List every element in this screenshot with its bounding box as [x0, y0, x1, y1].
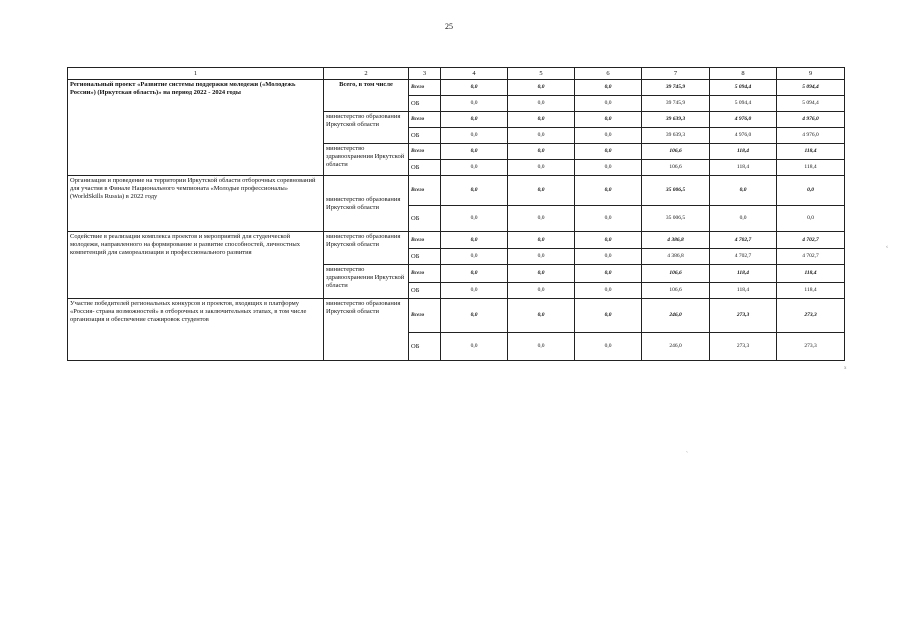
value-cell: 4 702,7	[710, 232, 777, 249]
value-cell: 0,0	[441, 265, 508, 283]
source-cell: Всего	[409, 80, 441, 96]
value-cell: 0,0	[575, 176, 642, 206]
grantee-cell: Всего, в том числе	[324, 80, 409, 112]
value-cell: 0,0	[575, 232, 642, 249]
source-cell: Всего	[409, 112, 441, 128]
value-cell: 4 976,0	[710, 112, 777, 128]
value-cell: 0,0	[441, 299, 508, 333]
activity-name: Содействие в реализации комплекса проектов и мероприятий для студенческой молодежи, направленного на формирование и развитие способностей, личностных компетенций для самореализации и профессионального развития	[68, 232, 324, 299]
value-cell: 35 006,5	[642, 176, 710, 206]
value-cell: 0,0	[575, 299, 642, 333]
value-cell: 4 702,7	[777, 249, 845, 265]
value-cell: 0,0	[441, 206, 508, 232]
value-cell: 0,0	[575, 283, 642, 299]
source-cell: ОБ	[409, 160, 441, 176]
value-cell: 118,4	[710, 144, 777, 160]
scan-mark: ‹	[886, 244, 888, 250]
source-cell: Всего	[409, 265, 441, 283]
project-name: Региональный проект «Развитие системы поддержки молодежи («Молодежь России») (Иркутская область)» на период 2022 - 2024 годы	[68, 80, 324, 176]
value-cell: 0,0	[508, 112, 575, 128]
value-cell: 0,0	[441, 160, 508, 176]
source-cell: ОБ	[409, 333, 441, 361]
value-cell: 0,0	[508, 206, 575, 232]
source-cell: Всего	[409, 144, 441, 160]
value-cell: 0,0	[441, 176, 508, 206]
value-cell: 0,0	[508, 160, 575, 176]
grantee-cell: министерство образования Иркутской области	[324, 299, 409, 361]
value-cell: 39 639,3	[642, 128, 710, 144]
value-cell: 118,4	[777, 283, 845, 299]
value-cell: 273,3	[777, 333, 845, 361]
value-cell: 0,0	[710, 176, 777, 206]
value-cell: 0,0	[508, 283, 575, 299]
page-number: 25	[445, 22, 453, 31]
value-cell: 0,0	[575, 112, 642, 128]
grantee-cell: министерство образования Иркутской области	[324, 232, 409, 265]
value-cell: 0,0	[441, 333, 508, 361]
grantee-cell: министерство здравоохранения Иркутской области	[324, 265, 409, 299]
scan-mark: x	[844, 366, 847, 371]
value-cell: 5 094,4	[710, 96, 777, 112]
value-cell: 0,0	[575, 206, 642, 232]
value-cell: 0,0	[441, 112, 508, 128]
source-cell: Всего	[409, 232, 441, 249]
budget-table	[67, 67, 845, 361]
value-cell: 0,0	[508, 299, 575, 333]
value-cell: 0,0	[508, 333, 575, 361]
value-cell: 0,0	[441, 128, 508, 144]
grantee-cell: министерство образования Иркутской области	[324, 176, 409, 232]
source-cell: ОБ	[409, 249, 441, 265]
value-cell: 0,0	[441, 96, 508, 112]
column-header: 5	[508, 68, 575, 80]
column-header: 4	[441, 68, 508, 80]
value-cell: 0,0	[575, 249, 642, 265]
value-cell: 118,4	[777, 160, 845, 176]
value-cell: 5 094,4	[777, 96, 845, 112]
value-cell: 4 702,7	[777, 232, 845, 249]
scan-mark: `	[686, 452, 688, 458]
value-cell: 0,0	[777, 176, 845, 206]
table-row	[68, 176, 845, 206]
column-header: 2	[324, 68, 409, 80]
value-cell: 106,6	[642, 265, 710, 283]
value-cell: 0,0	[508, 232, 575, 249]
source-cell: ОБ	[409, 96, 441, 112]
value-cell: 0,0	[710, 206, 777, 232]
value-cell: 4 976,0	[777, 128, 845, 144]
value-cell: 0,0	[441, 232, 508, 249]
value-cell: 0,0	[575, 80, 642, 96]
value-cell: 0,0	[441, 283, 508, 299]
value-cell: 118,4	[777, 144, 845, 160]
table-row	[68, 80, 845, 96]
grantee-cell: министерство здравоохранения Иркутской области	[324, 144, 409, 176]
value-cell: 5 094,4	[777, 80, 845, 96]
column-header: 3	[409, 68, 441, 80]
value-cell: 39 639,3	[642, 112, 710, 128]
value-cell: 118,4	[710, 283, 777, 299]
value-cell: 273,3	[710, 299, 777, 333]
value-cell: 106,6	[642, 160, 710, 176]
column-header: 1	[68, 68, 324, 80]
value-cell: 0,0	[575, 265, 642, 283]
value-cell: 0,0	[575, 144, 642, 160]
value-cell: 35 006,5	[642, 206, 710, 232]
column-header: 6	[575, 68, 642, 80]
value-cell: 0,0	[508, 96, 575, 112]
value-cell: 4 976,0	[710, 128, 777, 144]
value-cell: 106,6	[642, 144, 710, 160]
value-cell: 4 386,8	[642, 249, 710, 265]
value-cell: 0,0	[508, 176, 575, 206]
value-cell: 118,4	[710, 265, 777, 283]
value-cell: 4 976,0	[777, 112, 845, 128]
header-row	[68, 68, 845, 80]
value-cell: 4 386,8	[642, 232, 710, 249]
table-row	[68, 232, 845, 249]
activity-name: Организация и проведение на территории Иркутской области отборочных соревнований для участия в Финале Национального чемпионата «Молодые профессионалы» (WorldSkills Russia) в 2022 году	[68, 176, 324, 232]
value-cell: 0,0	[575, 96, 642, 112]
activity-name: Участие победителей региональных конкурсов и проектов, входящих в платформу «Россия- страна возможностей» в отборочных и заключительных этапах, в том числе организация и обеспечение стажировок студентов	[68, 299, 324, 361]
value-cell: 0,0	[508, 128, 575, 144]
column-header: 9	[777, 68, 845, 80]
value-cell: 273,3	[777, 299, 845, 333]
table-row	[68, 299, 845, 333]
column-header: 8	[710, 68, 777, 80]
value-cell: 246,0	[642, 299, 710, 333]
value-cell: 0,0	[777, 206, 845, 232]
value-cell: 5 094,4	[710, 80, 777, 96]
value-cell: 0,0	[575, 160, 642, 176]
value-cell: 0,0	[575, 333, 642, 361]
source-cell: ОБ	[409, 206, 441, 232]
value-cell: 0,0	[441, 80, 508, 96]
value-cell: 273,3	[710, 333, 777, 361]
value-cell: 0,0	[508, 265, 575, 283]
value-cell: 246,0	[642, 333, 710, 361]
value-cell: 118,4	[710, 160, 777, 176]
source-cell: Всего	[409, 299, 441, 333]
value-cell: 0,0	[441, 249, 508, 265]
value-cell: 39 745,9	[642, 96, 710, 112]
value-cell: 4 702,7	[710, 249, 777, 265]
value-cell: 39 745,9	[642, 80, 710, 96]
source-cell: Всего	[409, 176, 441, 206]
value-cell: 106,6	[642, 283, 710, 299]
source-cell: ОБ	[409, 283, 441, 299]
value-cell: 0,0	[441, 144, 508, 160]
value-cell: 0,0	[508, 80, 575, 96]
value-cell: 0,0	[508, 249, 575, 265]
value-cell: 0,0	[575, 128, 642, 144]
column-header: 7	[642, 68, 710, 80]
grantee-cell: министерство образования Иркутской области	[324, 112, 409, 144]
value-cell: 0,0	[508, 144, 575, 160]
source-cell: ОБ	[409, 128, 441, 144]
value-cell: 118,4	[777, 265, 845, 283]
